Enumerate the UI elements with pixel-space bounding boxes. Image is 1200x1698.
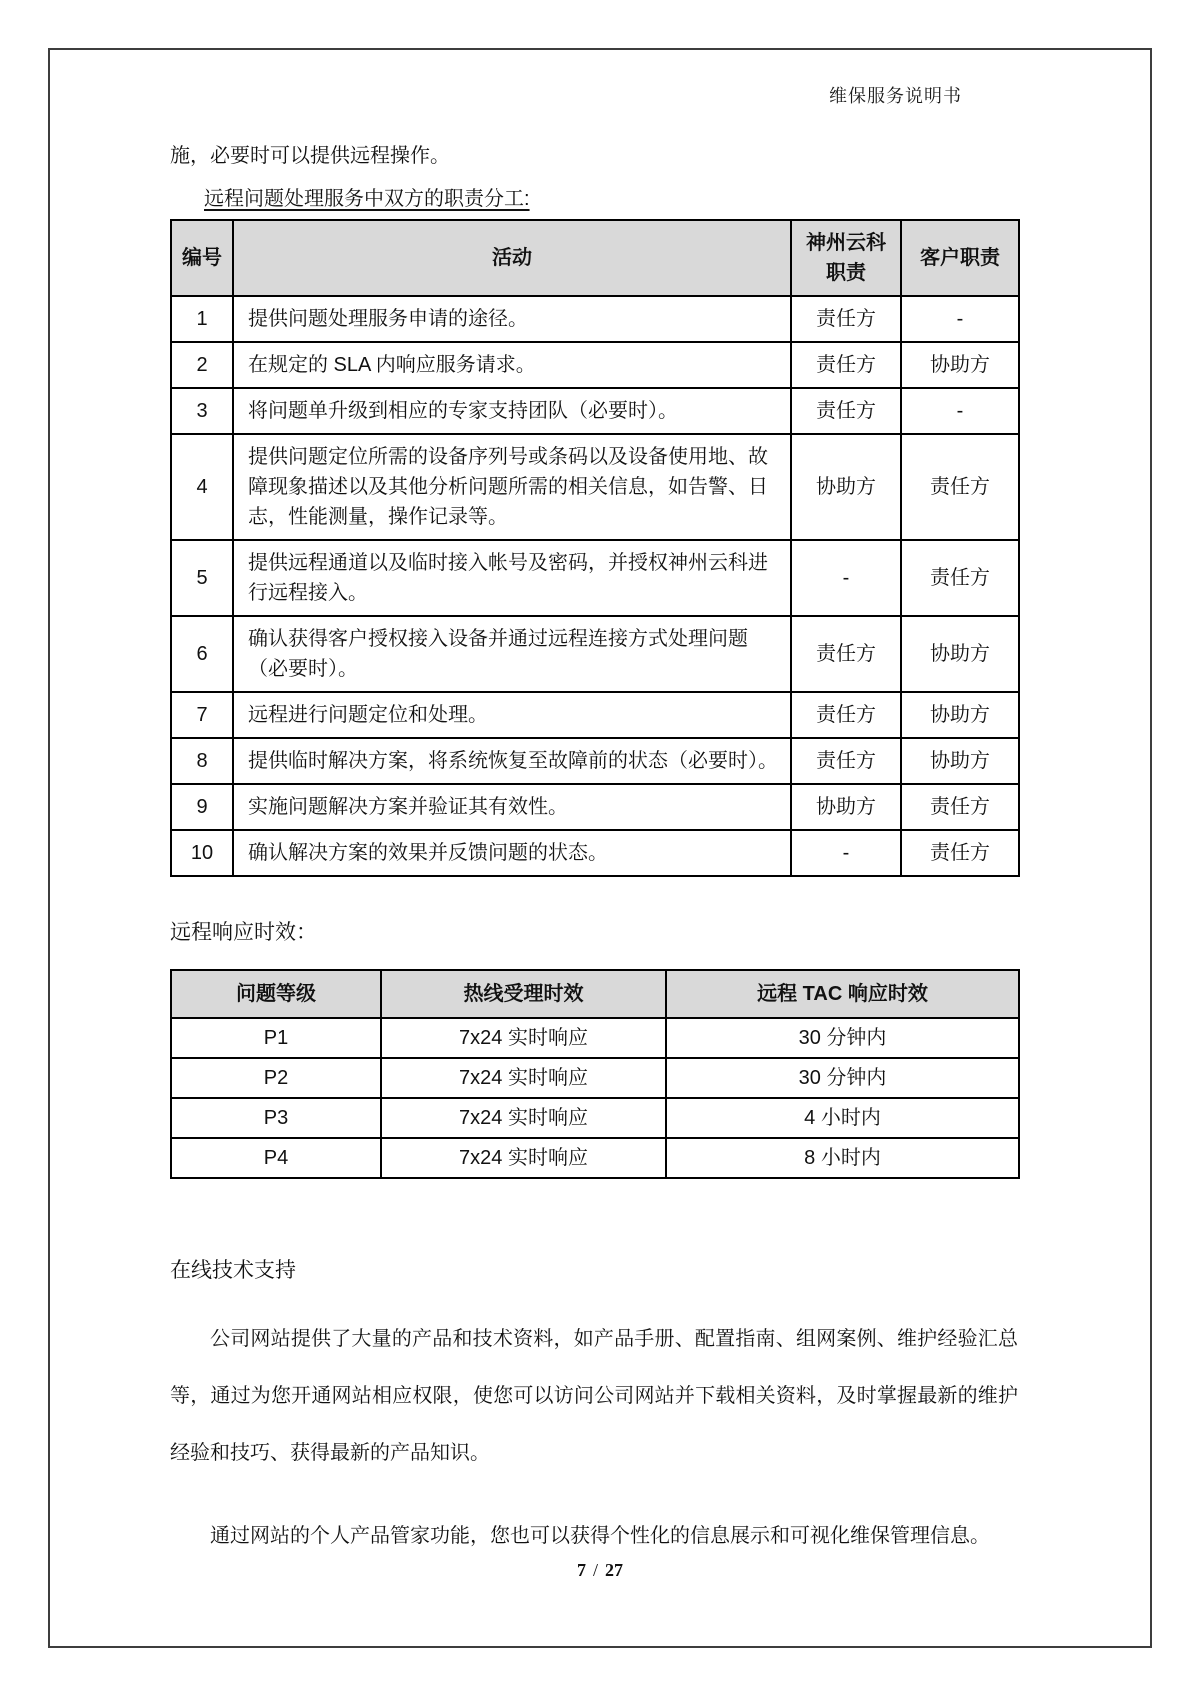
responsibility-table-row	[171, 830, 1019, 876]
cell-number: 7	[171, 692, 233, 738]
responsibility-table-row	[171, 540, 1019, 616]
online-support-paragraph-1: 公司网站提供了大量的产品和技术资料，如产品手册、配置指南、组网案例、维护经验汇总等，通过为您开通网站相应权限，使您可以访问公司网站并下载相关资料，及时掌握最新的维护经验和技巧、获得最新的产品知识。	[170, 1328, 1018, 1464]
cell-activity: 提供远程通道以及临时接入帐号及密码，并授权神州云科进行远程接入。	[233, 540, 791, 616]
sla-table-header-row	[171, 970, 1019, 1018]
cell-vendor-duty: 责任方	[791, 692, 901, 738]
cell-vendor-duty: 责任方	[791, 616, 901, 692]
cell-activity: 在规定的 SLA 内响应服务请求。	[233, 342, 791, 388]
header-vendor-line2: 职责	[826, 262, 866, 284]
cell-number: 3	[171, 388, 233, 434]
header-cell-hotline-response: 热线受理时效	[381, 970, 666, 1018]
cell-customer-duty: 协助方	[901, 738, 1019, 784]
cell-activity: 确认获得客户授权接入设备并通过远程连接方式处理问题（必要时）。	[233, 616, 791, 692]
responsibility-table-row	[171, 692, 1019, 738]
cell-number: 6	[171, 616, 233, 692]
responsibility-table-row	[171, 296, 1019, 342]
cell-problem-level: P3	[171, 1098, 381, 1138]
responsibility-table-row	[171, 616, 1019, 692]
cell-tac-response: 30 分钟内	[666, 1018, 1019, 1058]
cell-number: 2	[171, 342, 233, 388]
sla-section-title: 远程响应时效：	[170, 921, 317, 944]
cell-customer-duty: 协助方	[901, 616, 1019, 692]
cell-vendor-duty: 协助方	[791, 434, 901, 540]
header-cell-activity: 活动	[233, 220, 791, 296]
cell-activity: 实施问题解决方案并验证其有效性。	[233, 784, 791, 830]
page-number-total: 27	[605, 1560, 623, 1580]
cell-activity: 提供问题处理服务申请的途径。	[233, 296, 791, 342]
cell-number: 10	[171, 830, 233, 876]
sla-table-row	[171, 1058, 1019, 1098]
cell-hotline-response: 7x24 实时响应	[381, 1058, 666, 1098]
responsibility-table	[170, 219, 1020, 877]
cell-customer-duty: 协助方	[901, 342, 1019, 388]
cell-hotline-response: 7x24 实时响应	[381, 1138, 666, 1178]
cell-hotline-response: 7x24 实时响应	[381, 1098, 666, 1138]
header-cell-customer-duty: 客户职责	[901, 220, 1019, 296]
cell-vendor-duty: 责任方	[791, 738, 901, 784]
cell-number: 5	[171, 540, 233, 616]
cell-tac-response: 8 小时内	[666, 1138, 1019, 1178]
page-footer	[0, 1560, 1200, 1581]
cell-number: 4	[171, 434, 233, 540]
cell-hotline-response: 7x24 实时响应	[381, 1018, 666, 1058]
header-cell-vendor-duty	[791, 220, 901, 296]
sla-table-row	[171, 1018, 1019, 1058]
responsibility-table-row	[171, 784, 1019, 830]
sla-table-row	[171, 1098, 1019, 1138]
sla-table-row	[171, 1138, 1019, 1178]
cell-activity: 提供临时解决方案，将系统恢复至故障前的状态（必要时）。	[233, 738, 791, 784]
cell-activity: 远程进行问题定位和处理。	[233, 692, 791, 738]
cell-problem-level: P1	[171, 1018, 381, 1058]
header-cell-number: 编号	[171, 220, 233, 296]
cell-vendor-duty: 责任方	[791, 296, 901, 342]
responsibility-table-caption-text: 远程问题处理服务中双方的职责分工:	[204, 188, 530, 210]
cell-tac-response: 4 小时内	[666, 1098, 1019, 1138]
intro-text: 施，必要时可以提供远程操作。	[170, 145, 450, 167]
cell-customer-duty: 协助方	[901, 692, 1019, 738]
page-number-separator: /	[592, 1560, 598, 1580]
header-cell-tac-response: 远程 TAC 响应时效	[666, 970, 1019, 1018]
cell-activity: 将问题单升级到相应的专家支持团队（必要时）。	[233, 388, 791, 434]
online-support-title: 在线技术支持	[170, 1259, 296, 1282]
cell-number: 1	[171, 296, 233, 342]
sla-table	[170, 969, 1020, 1179]
cell-activity: 提供问题定位所需的设备序列号或条码以及设备使用地、故障现象描述以及其他分析问题所需的相关信息，如告警、日志，性能测量，操作记录等。	[233, 434, 791, 540]
cell-vendor-duty: -	[791, 540, 901, 616]
cell-customer-duty: 责任方	[901, 540, 1019, 616]
sla-table-body	[171, 1018, 1019, 1178]
cell-problem-level: P2	[171, 1058, 381, 1098]
online-support-paragraph-2: 通过网站的个人产品管家功能，您也可以获得个性化的信息展示和可视化维保管理信息。	[210, 1525, 990, 1547]
cell-number: 9	[171, 784, 233, 830]
document-header-title: 维保服务说明书	[829, 86, 962, 106]
cell-tac-response: 30 分钟内	[666, 1058, 1019, 1098]
responsibility-table-row	[171, 738, 1019, 784]
cell-customer-duty: -	[901, 388, 1019, 434]
responsibility-table-row	[171, 388, 1019, 434]
responsibility-table-header-row	[171, 220, 1019, 296]
cell-vendor-duty: 协助方	[791, 784, 901, 830]
responsibility-table-row	[171, 434, 1019, 540]
cell-customer-duty: 责任方	[901, 784, 1019, 830]
cell-number: 8	[171, 738, 233, 784]
cell-customer-duty: 责任方	[901, 434, 1019, 540]
page-content	[170, 143, 1018, 1565]
cell-problem-level: P4	[171, 1138, 381, 1178]
cell-customer-duty: 责任方	[901, 830, 1019, 876]
cell-activity: 确认解决方案的效果并反馈问题的状态。	[233, 830, 791, 876]
responsibility-table-caption	[204, 186, 1018, 212]
cell-vendor-duty: 责任方	[791, 342, 901, 388]
responsibility-table-body	[171, 296, 1019, 876]
cell-vendor-duty: 责任方	[791, 388, 901, 434]
page-number-current: 7	[576, 1560, 586, 1580]
responsibility-table-row	[171, 342, 1019, 388]
header-cell-problem-level: 问题等级	[171, 970, 381, 1018]
header-vendor-line1: 神州云科	[806, 232, 886, 254]
cell-vendor-duty: -	[791, 830, 901, 876]
cell-customer-duty: -	[901, 296, 1019, 342]
